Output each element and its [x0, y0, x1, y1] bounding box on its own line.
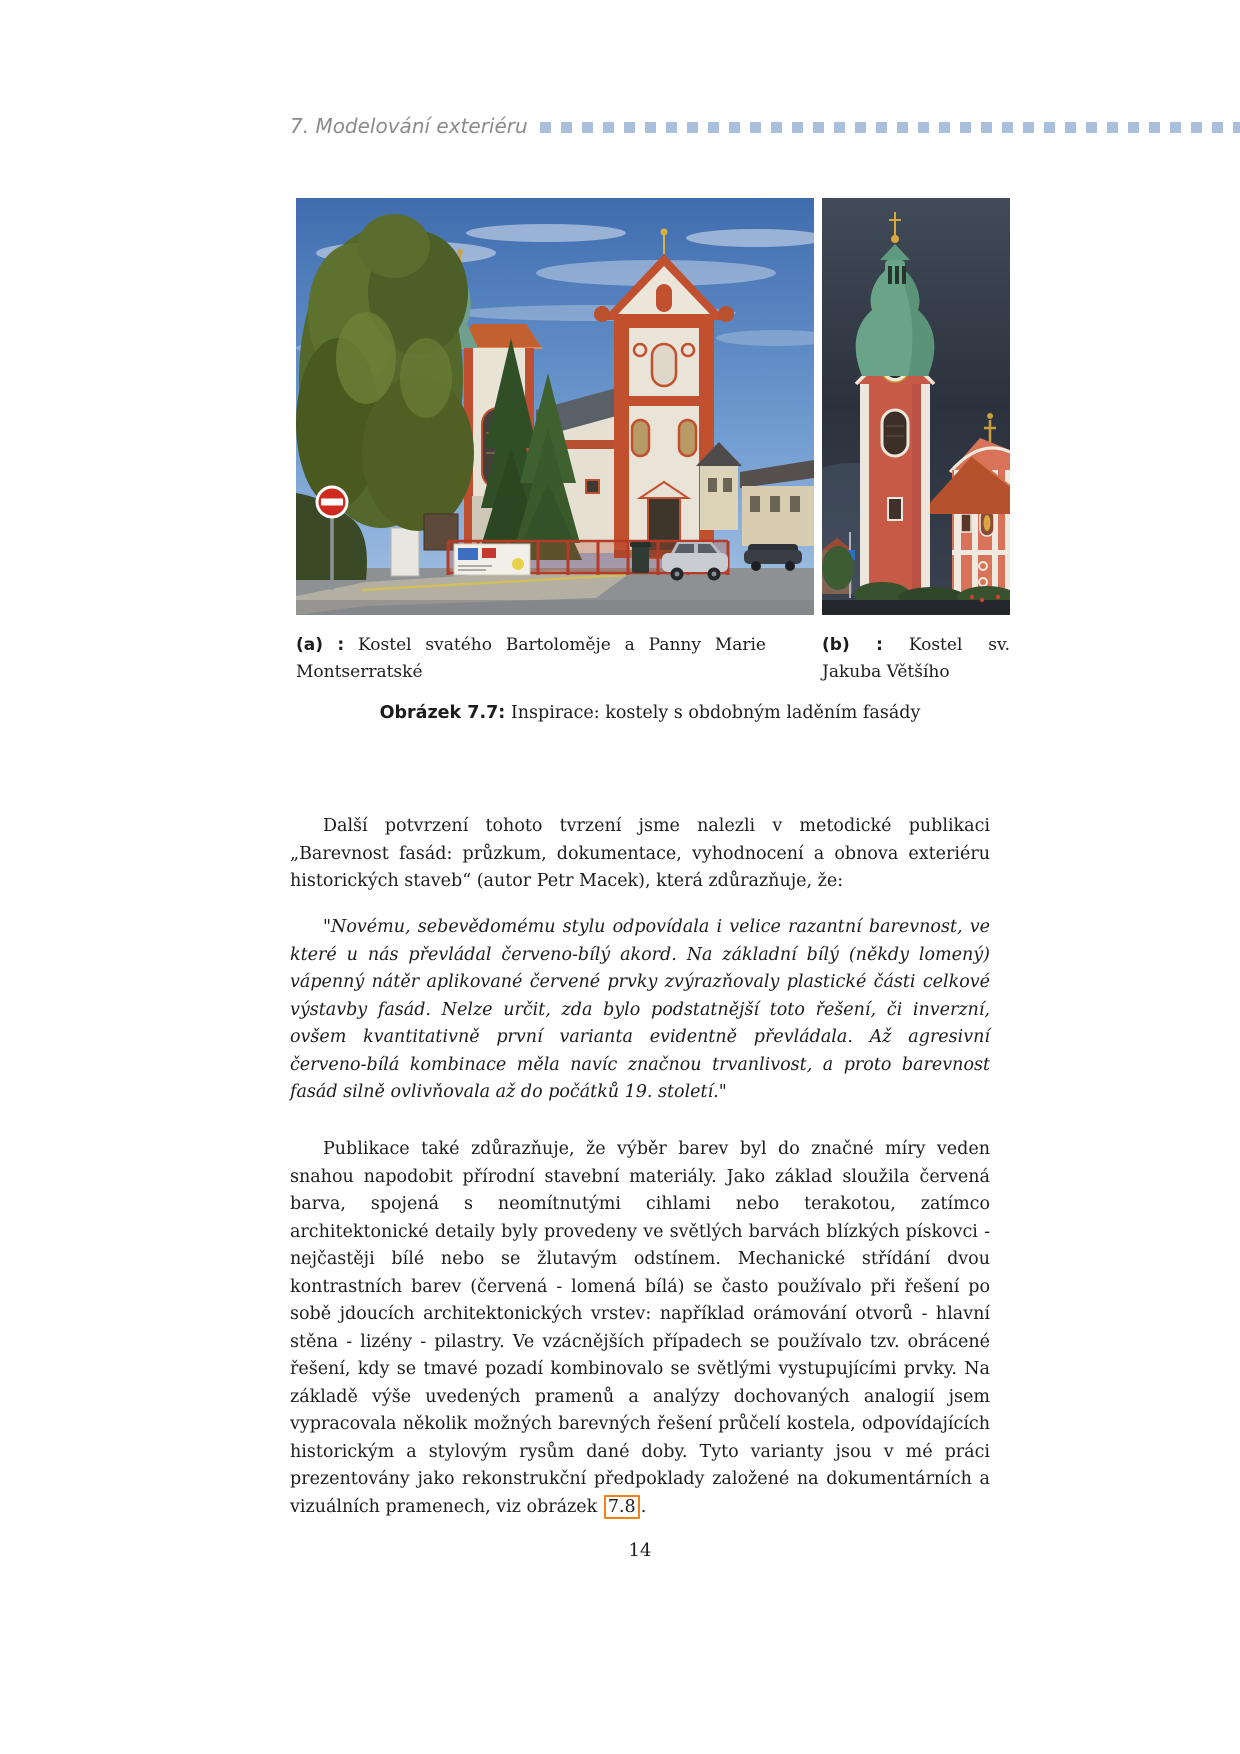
subcaption-b-label: (b) :: [822, 635, 883, 655]
figure-caption-label: Obrázek 7.7:: [379, 703, 506, 723]
subcaption-a: [296, 632, 766, 686]
paragraph-2: [290, 1136, 990, 1521]
running-header: [0, 112, 1240, 142]
quote-paragraph: "Novému, sebevědomému stylu odpovídala i velice razantní barevnost, ve které u nás převládal červeno-bílý akord. Na základní bílý (někdy lomený) vápenný nátěr aplikované červené prvky zvýrazňovaly plastické části celkové výstavby fasád. Nelze určit, zda bylo podstatnější toto řešení, či inverzní, ovšem kvantitativně první varianta evidentně převládala. Až agresivní červeno-bílá kombinace měla navíc značnou trvanlivost, a proto barevnost fasád silně ovlivňovala až do počátků 19. století.": [290, 917, 990, 1102]
subcaption-b-text: Kostel sv. Jakuba Většího: [822, 635, 1010, 682]
figure-ref-link[interactable]: 7.8: [604, 1495, 640, 1519]
subcaption-b: [822, 632, 1010, 686]
figure-caption: [290, 700, 1010, 726]
photo-church-b: [822, 198, 1010, 615]
street-front: [296, 600, 814, 615]
paragraph-2-end: .: [640, 1496, 647, 1517]
page-number: 14: [628, 1540, 652, 1561]
figure-caption-text: Inspirace: kostely s obdobným laděním fasády: [505, 703, 921, 723]
chapter-title: 7. Modelování exteriéru: [290, 114, 528, 138]
bell-tower: [856, 354, 934, 615]
paragraph-1: Další potvrzení tohoto tvrzení jsme nalezli v metodické publikaci „Barevnost fasád: průzkum, dokumentace, vyhodnocení a obnova exteriéru historických staveb“ (autor Petr Macek), která zdůrazňuje, že:: [290, 816, 990, 891]
poster-banner: [454, 544, 530, 575]
subcaption-a-label: (a) :: [296, 635, 345, 655]
paragraph-2-text: Publikace také zdůrazňuje, že výběr barev byl do značné míry veden snahou napodobit přírodní stavební materiály. Jako základ sloužila červená barva, spojená s neomítnutými cihlami nebo terakotou, zatímco architektonické detaily byly provedeny ve světlých barvách blízkých pískovci - nejčastěji bílé nebo se žlutavým odstínem. Mechanické střídání dvou kontrastních barev (červená - lomená bílá) se často používalo při řešení po sobě jdoucích architektonických vrstev: například orámování otvorů - hlavní stěna - lizény - pilastry. Ve vzácnějších případech se používalo tzv. obrácené řešení, kdy se tmavé pozadí kombinovalo se světlými vystupujícími prvky. Na základě výše uvedených pramenů a analýzy dochovaných analogií jsem vypracovala několik možných barevných řešení průčelí kostela, odpovídajících historickým a stylovým rysům dané doby. Tyto varianty jsou v mé práci prezentovány jako rekonstrukční předpoklady založené na dokumentárních a vizuálních pramenech, viz obrázek: [290, 1139, 990, 1517]
white-gate: [391, 528, 419, 576]
photo-church-a: [296, 198, 814, 615]
figure-photo-a: [296, 198, 814, 615]
subcaption-a-text: Kostel svatého Bartoloměje a Panny Marie Montserratské: [296, 635, 766, 682]
trash-bin: [630, 542, 651, 573]
figure-photo-b: [822, 198, 1010, 615]
header-dotted-rule: [540, 122, 1240, 133]
